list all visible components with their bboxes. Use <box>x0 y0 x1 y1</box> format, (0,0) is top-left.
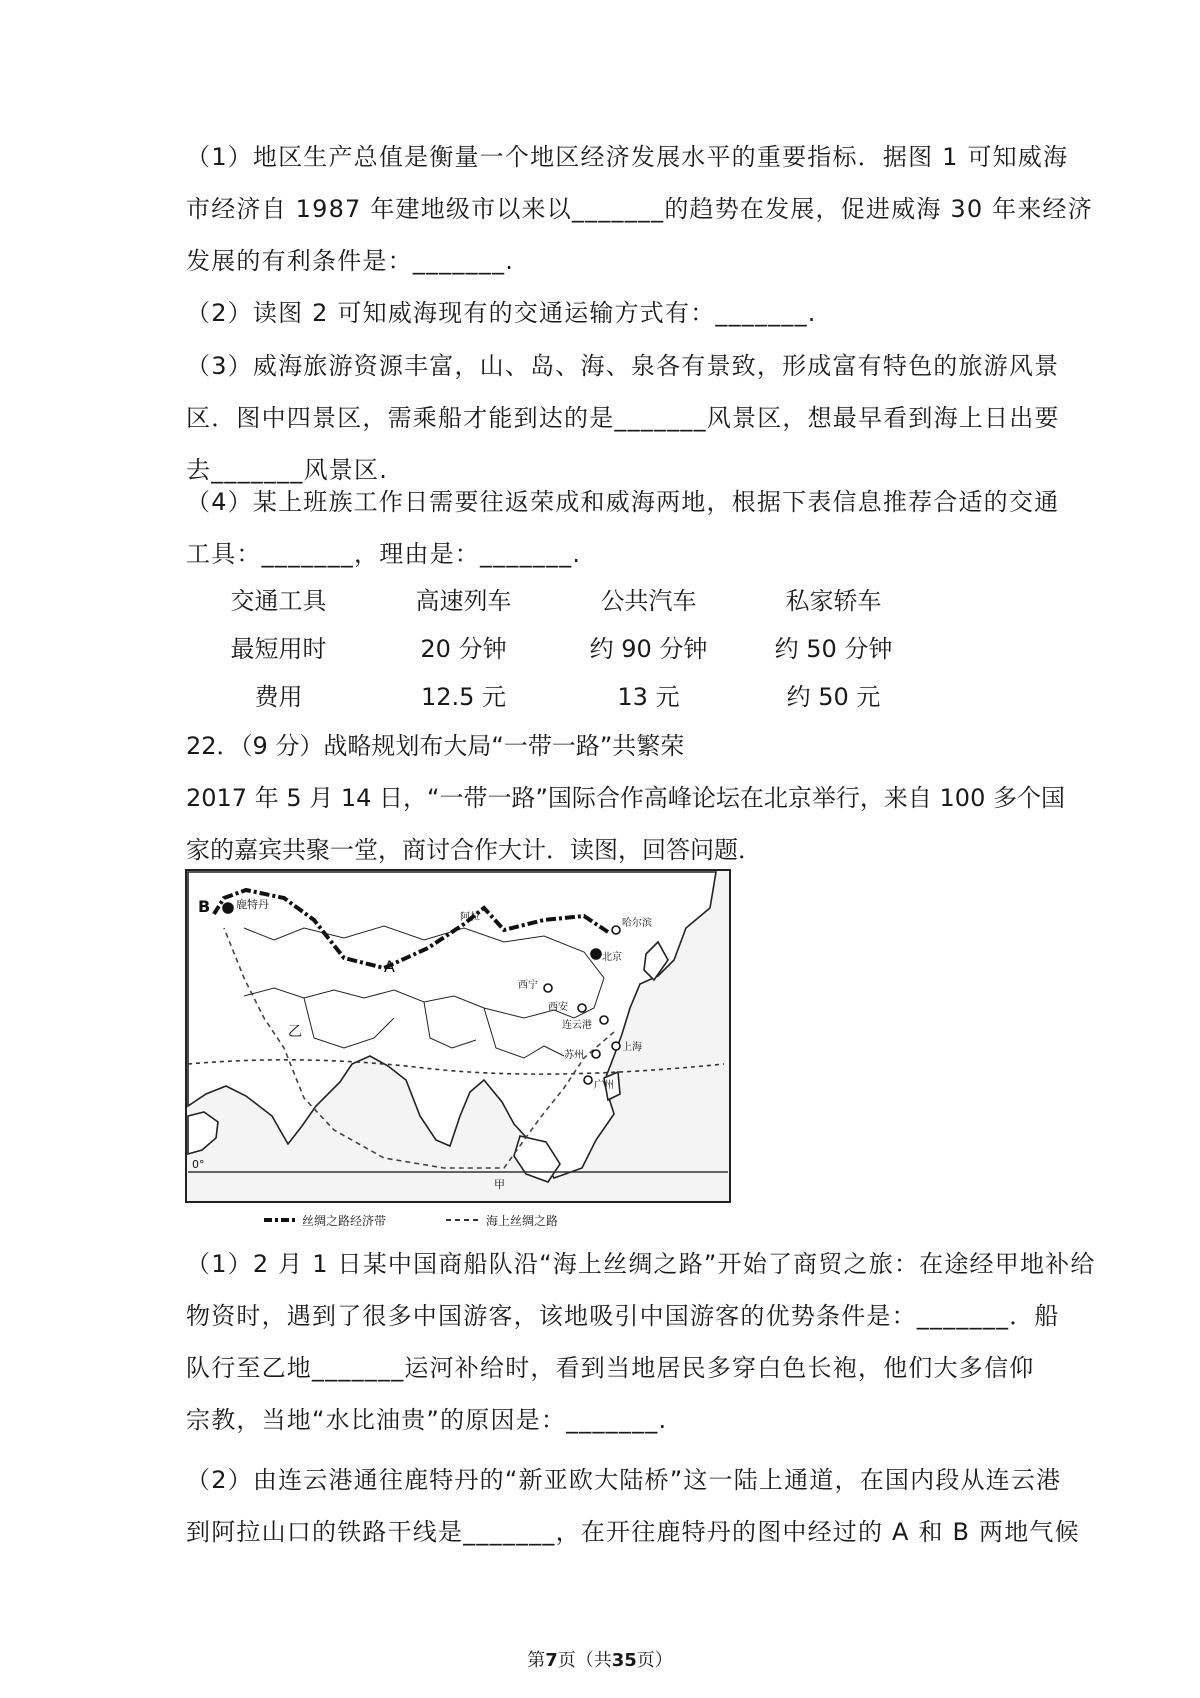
map-legend <box>264 1213 558 1228</box>
label-alashankou: 阿拉 <box>460 912 480 923</box>
footer-suffix: 页） <box>636 1650 673 1671</box>
label-beijing: 北京 <box>602 952 622 963</box>
city-marker-shanghai <box>612 1042 620 1050</box>
city-marker-lianyungang <box>600 1016 608 1024</box>
city-marker-rotterdam <box>223 903 233 913</box>
table-cell: 13 元 <box>617 682 680 711</box>
label-yi: 乙 <box>288 1024 302 1040</box>
label-lianyungang: 连云港 <box>562 1020 592 1031</box>
table-header-row <box>186 574 926 622</box>
text-line: （2）由连云港通往鹿特丹的“新亚欧大陆桥”这一陆上通道，在国内段从连云港 <box>186 1466 1062 1494</box>
table-cell: 12.5 元 <box>420 682 507 711</box>
text-line: 工具：_______，理由是：_______. <box>186 540 582 568</box>
city-marker-xian <box>578 1004 586 1012</box>
table-cell: 费用 <box>254 682 303 711</box>
city-marker-beijing <box>591 949 601 959</box>
footer-middle: 页（共 <box>557 1650 612 1671</box>
text-line: （1）2 月 1 日某中国商船队沿“海上丝绸之路”开始了商贸之旅：在途经甲地补给 <box>186 1250 1096 1278</box>
text-line: 物资时，遇到了很多中国游客，该地吸引中国游客的优势条件是：_______．船 <box>186 1302 1060 1330</box>
question-22-part-2 <box>186 1454 1080 1558</box>
label-guangzhou: 广州 <box>594 1080 614 1091</box>
label-xining: 西宁 <box>518 980 538 991</box>
table-cell: 约 50 分钟 <box>774 634 893 663</box>
label-xian: 西安 <box>548 1002 568 1013</box>
text-line: （4）某上班族工作日需要往返荣成和威海两地，根据下表信息推荐合适的交通 <box>186 488 1060 516</box>
text-line: 市经济自 1987 年建地级市以来以_______的趋势在发展，促进威海 30 年来经济 <box>186 195 1093 223</box>
text-line: （3）威海旅游资源丰富，山、岛、海、泉各有景致，形成富有特色的旅游风景 <box>186 352 1060 380</box>
label-equator: 0° <box>192 1158 205 1171</box>
question-21-part-2 <box>186 287 1026 339</box>
question-22-header <box>186 720 1065 876</box>
city-marker-suzhou <box>592 1050 600 1058</box>
question-22-part-1 <box>186 1238 1096 1446</box>
belt-and-road-map <box>184 868 732 1236</box>
label-a: A <box>384 957 395 976</box>
city-marker-guangzhou <box>584 1076 592 1084</box>
text-line: （2）读图 2 可知威海现有的交通运输方式有：_______. <box>186 299 817 327</box>
text-line: 去_______风景区. <box>186 456 389 484</box>
text-line: 区．图中四景区，需乘船才能到达的是_______风景区，想最早看到海上日出要 <box>186 404 1060 432</box>
footer-total-pages: 35 <box>611 1650 637 1671</box>
label-b: B <box>198 897 211 916</box>
text-line: 发展的有利条件是：_______. <box>186 247 515 275</box>
table-cell: 最短用时 <box>230 634 327 663</box>
label-harbin: 哈尔滨 <box>622 918 652 929</box>
question-22-intro-line: 家的嘉宾共聚一堂，商讨合作大计．读图，回答问题． <box>186 836 762 864</box>
table-cell: 约 50 元 <box>786 682 881 711</box>
legend-maritime-label: 海上丝绸之路 <box>486 1214 559 1228</box>
question-22-title: 22．（9 分）战略规划布大局“一带一路”共繁荣 <box>186 732 685 760</box>
table-header-cell: 交通工具 <box>230 586 327 615</box>
page-footer <box>0 1646 1200 1672</box>
table-header-cell: 高速列车 <box>415 586 512 615</box>
table-header-cell: 私家轿车 <box>785 586 882 615</box>
table-header-cell: 公共汽车 <box>600 586 697 615</box>
table-cell: 20 分钟 <box>420 634 507 663</box>
label-jia: 甲 <box>494 1178 505 1191</box>
transport-table <box>186 574 926 718</box>
question-22-intro-line: 2017 年 5 月 14 日，“一带一路”国际合作高峰论坛在北京举行，来自 100 多个国 <box>186 784 1065 812</box>
table-cell: 约 90 分钟 <box>589 634 708 663</box>
footer-page-number: 7 <box>545 1650 558 1671</box>
label-suzhou: 苏州 <box>564 1050 584 1061</box>
table-row <box>186 622 926 670</box>
question-21-part-3 <box>186 340 1060 496</box>
text-line: 宗教，当地“水比油贵”的原因是：_______. <box>186 1406 668 1434</box>
question-21-part-1 <box>186 131 1093 287</box>
label-rotterdam: 鹿特丹 <box>236 898 269 911</box>
city-marker-xining <box>544 984 552 992</box>
footer-prefix: 第 <box>527 1650 546 1671</box>
text-line: （1）地区生产总值是衡量一个地区经济发展水平的重要指标．据图 1 可知威海 <box>186 143 1069 171</box>
legend-silk-road-label: 丝绸之路经济带 <box>302 1214 387 1228</box>
text-line: 队行至乙地_______运河补给时，看到当地居民多穿白色长袍，他们大多信仰 <box>186 1354 1035 1382</box>
text-line: 到阿拉山口的铁路干线是_______，在开往鹿特丹的图中经过的 A 和 B 两地气候 <box>186 1518 1080 1546</box>
label-shanghai: 上海 <box>622 1042 642 1053</box>
question-21-part-4 <box>186 476 1060 580</box>
city-marker-harbin <box>612 926 620 934</box>
table-row <box>186 670 926 718</box>
